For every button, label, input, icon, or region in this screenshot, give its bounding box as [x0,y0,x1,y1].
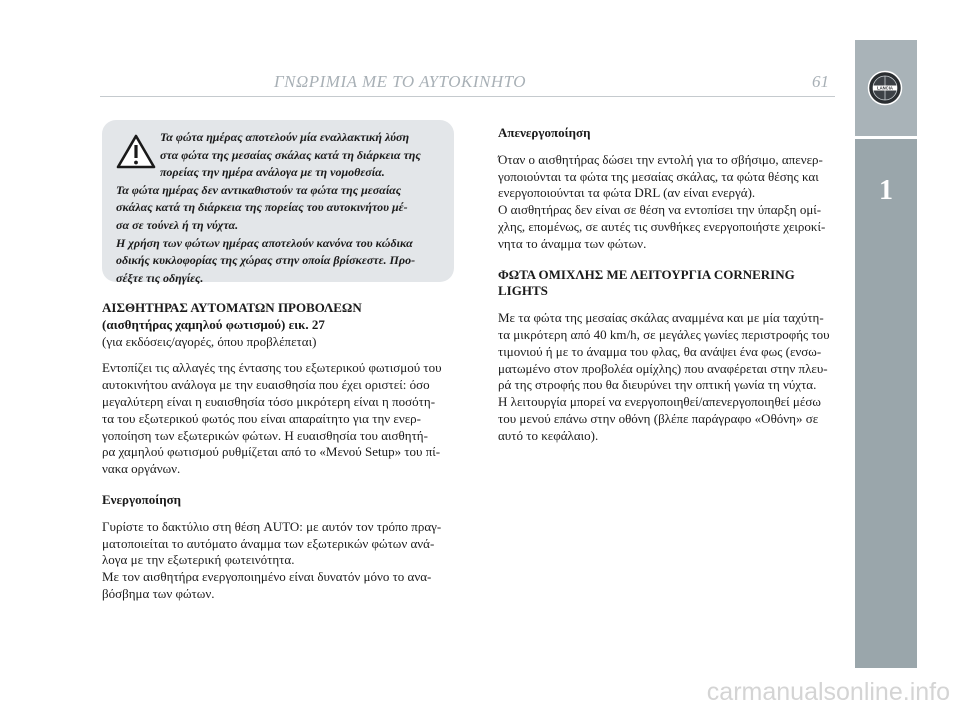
warning-line: οδικής κυκλοφορίας της χώρας στην οποία βρίσκεστε. Προ- [116,253,416,268]
sidebar-logo-area [855,40,917,136]
section-heading-subtitle: (αισθητήρας χαμηλού φωτισμού) εικ. 27 [102,316,325,332]
running-header-title: ΓΝΩΡΙΜΙΑ ΜΕ ΤΟ ΑΥΤΟΚΙΝΗΤΟ [273,72,527,91]
watermark: carmanualsonline.info [706,678,950,706]
warning-line: σα σε τούνελ ή τη νύχτα. [116,217,239,232]
page-number: 61 [812,72,829,91]
section-heading-continued: LIGHTS [498,283,548,299]
header-divider [100,96,835,97]
warning-line: σκάλας κατά τη διάρκεια της πορείας του αυτοκινήτου μέ- [116,200,408,215]
chapter-sidebar [855,40,917,668]
section-heading: ΦΩΤΑ ΟΜΙΧΛΗΣ ΜΕ ΛΕΙΤΟΥΡΓΙΑ CORNERING [498,266,795,282]
right-column [498,125,838,445]
body-paragraph: Εντοπίζει τις αλλαγές της έντασης του εξωτερικού φωτισμού του αυτοκινήτου ανάλογα με την ευαισθησία που έχει οριστεί: όσο μεγαλύτερη είναι η ευαισθησία τόσο μικρότερη είναι η ποσότη- τα του εξωτερικού φωτός που είναι απαραίτητο για την ενερ- γοποίηση των εξωτερικών φώτων. Η ευαισθησία του αισθητή- ρα χαμηλού φωτισμού ρυθμίζεται από το «Μενού Setup» του πί- νακα οργάνων. [102,360,442,477]
sidebar-separator [855,136,917,139]
left-column [102,300,454,603]
body-paragraph: Με τα φώτα της μεσαίας σκάλας αναμμένα και με μία ταχύτη- τα μικρότερη από 40 km/h, σε μεγάλες γωνίες περιστροφής του τιμονιού ή με το άναμμα του φλας, θα ανάψει ένα φως (ενσω- ματωμένο στον προβολέα ομίχλης) που αναφέρεται στην πλευ- ρά της στροφής που θα διευρύνει την οπτική γωνία τη νύχτα. Η λειτουργία μπορεί να ενεργοποιηθεί/απενεργοποιηθεί μέσω του μενού επάνω στην οθόνη (βλέπε παράγραφο «Οθόνη» σε αυτό το κεφάλαιο). [498,310,830,443]
warning-line: στα φώτα της μεσαίας σκάλας κατά τη διάρκεια της [160,147,421,162]
body-paragraph: Όταν ο αισθητήρας δώσει την εντολή για το σβήσιμο, απενερ- γοποιούνται τα φώτα της μεσαίας σκάλας, τα φώτα θέσης και ενεργοποιούνται τα φώτα DRL (αν είναι ενεργά). Ο αισθητήρας δεν είναι σε θέση να εντοπίσει την ύπαρξη ομί- χλης, επομένως, σε αυτές τις συνθήκες ενεργοποιήστε χειροκί- νητα το άναμμα των φώτων. [498,151,826,251]
chapter-number: 1 [879,175,893,206]
lancia-logo-icon [867,70,903,106]
subsection-heading: Απενεργοποίηση [498,125,591,140]
logo-text: LANCIA [877,85,893,91]
section-note: (για εκδόσεις/αγορές, όπου προβλέπεται) [102,333,317,349]
body-paragraph: Γυρίστε το δακτύλιο στη θέση AUTO: με αυτόν τον τρόπο πραγ- ματοποιείται το αυτόματο άναμμα των εξωτερικών φώτων ανά- λογα με την εξωτερική φωτεινότητα. Με τον αισθητήρα ενεργοποιημένο είναι δυνατόν μόνο το ανα- βόσβημα των φώτων. [102,518,442,601]
subsection-heading: Ενεργοποίηση [102,491,182,507]
warning-box [102,120,454,285]
warning-line: Η χρήση των φώτων ημέρας αποτελούν κανόνα του κώδικα [116,235,413,250]
warning-line: σέξτε τις οδηγίες. [116,270,204,285]
section-heading: ΑΙΣΘΗΤΗΡΑΣ ΑΥΤΟΜΑΤΩΝ ΠΡΟΒΟΛΕΩΝ [102,300,362,315]
warning-line: Τα φώτα ημέρας αποτελούν μία εναλλακτική λύση [160,130,410,144]
warning-line: Τα φώτα ημέρας δεν αντικαθιστούν τα φώτα της μεσαίας [116,182,402,197]
warning-line: πορείας την ημέρα ανάλογα με τη νομοθεσία. [160,165,385,180]
warning-text [116,129,444,287]
